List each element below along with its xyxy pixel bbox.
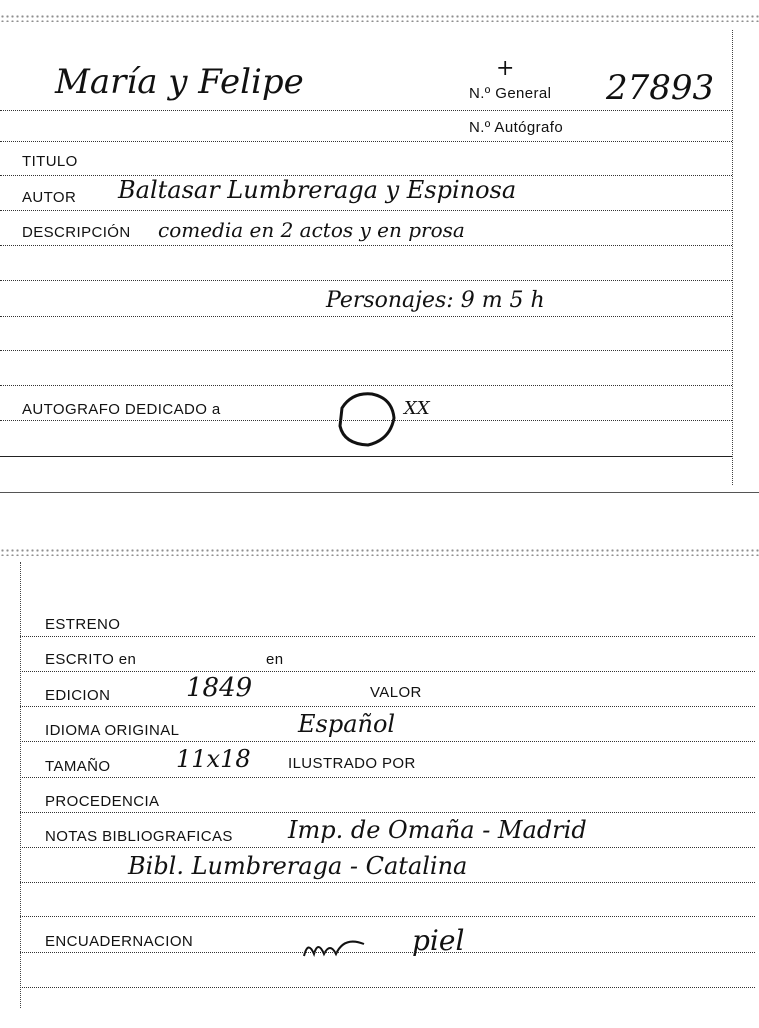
general-number-value: 27893 [606,68,715,108]
titulo-label: TITULO [22,153,78,170]
dedicado-value: XX [404,398,430,419]
general-number-label: N.º General [469,85,552,102]
line-blank-2 [0,350,732,351]
card-title-handwritten: María y Felipe [55,62,304,102]
line-title [0,110,732,111]
procedencia-label: PROCEDENCIA [45,793,160,810]
notas-value-line1: Imp. de Omaña - Madrid [288,816,587,844]
tamano-label: TAMAÑO [45,758,111,775]
idioma-value: Español [298,710,396,738]
line-autor [0,210,732,211]
edicion-label: EDICION [45,687,111,704]
autografo-label: N.º Autógrafo [469,119,564,136]
line-procedencia [20,812,755,813]
line-estreno [20,636,755,637]
line-personajes [0,316,732,317]
edicion-value: 1849 [186,673,253,703]
right-border-top [732,30,733,485]
encuadernacion-label: ENCUADERNACION [45,933,194,950]
line-autografo [0,141,732,142]
left-border-bottom [20,562,21,1008]
personajes-value: Personajes: 9 m 5 h [326,288,545,313]
notas-value-line2: Bibl. Lumbreraga - Catalina [128,852,468,880]
descripcion-value: comedia en 2 actos y en prosa [158,218,465,242]
scan-noise-top [0,14,759,22]
line-tamano [20,777,755,778]
line-encuadernacion [20,952,755,953]
line-edicion [20,706,755,707]
bottom-card [0,540,759,1028]
line-notas-2 [20,882,755,883]
line-notas [20,847,755,848]
encuadernacion-scribble [300,932,370,966]
scan-noise-bottom [0,548,759,556]
top-card [0,0,759,495]
line-blank-3 [0,385,732,386]
line-bottom [20,987,755,988]
autor-value: Baltasar Lumbreraga y Espinosa [118,176,517,204]
line-dedicado [0,420,732,421]
line-idioma [20,741,755,742]
tamano-value: 11x18 [176,745,251,773]
idioma-label: IDIOMA ORIGINAL [45,722,180,739]
line-blank-4 [20,916,755,917]
dedicado-label: AUTOGRAFO DEDICADO a [22,401,221,418]
escrito-label: ESCRITO en [45,651,137,668]
escrito-en-label: en [266,651,284,668]
descripcion-label: DESCRIPCIÓN [22,224,131,241]
autor-label: AUTOR [22,189,77,206]
estreno-label: ESTRENO [45,616,121,633]
line-descripcion [0,245,732,246]
line-escrito [20,671,755,672]
notas-label: NOTAS BIBLIOGRAFICAS [45,828,233,845]
encuadernacion-value: piel [412,924,465,957]
card-edge-top [0,492,759,493]
valor-label: VALOR [370,684,422,701]
ilustrado-label: ILUSTRADO POR [288,755,416,772]
line-bottom-top-card [0,456,732,457]
line-blank-1 [0,280,732,281]
general-mark: + [496,56,515,81]
